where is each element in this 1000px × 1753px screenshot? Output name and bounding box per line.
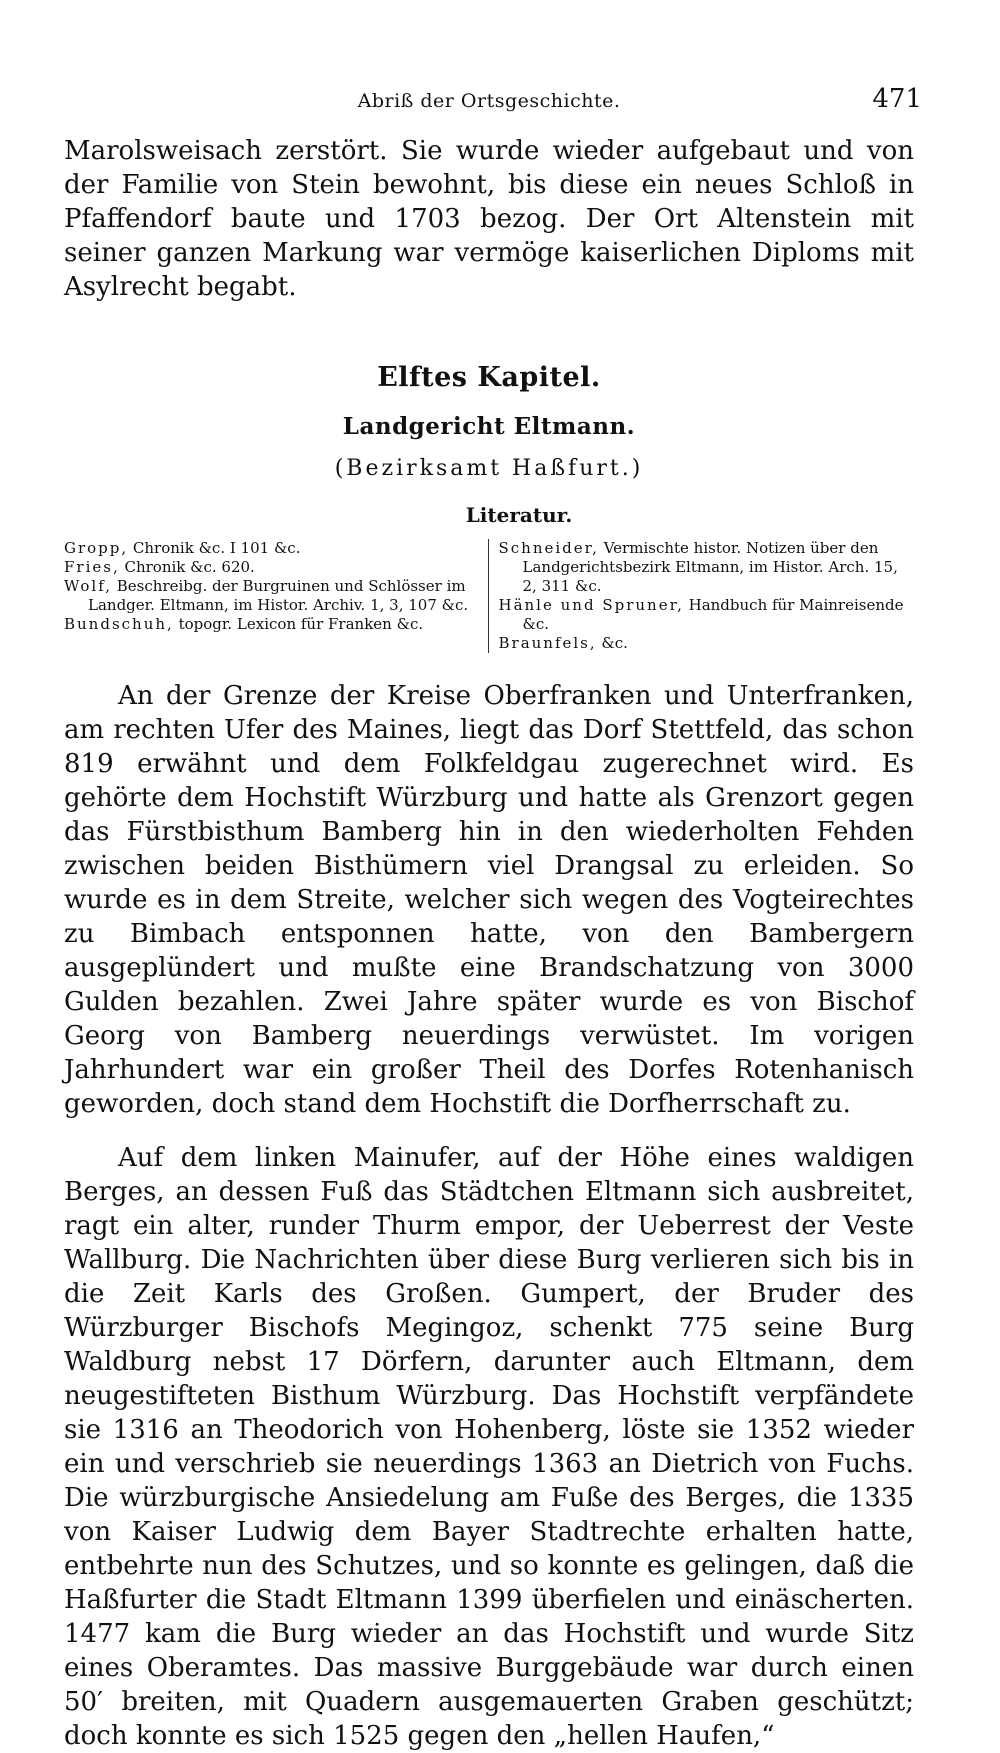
literature-entry — [499, 596, 915, 634]
running-head — [64, 84, 922, 128]
literature-column-right — [488, 539, 915, 653]
literature-author: Schneider, — [498, 539, 599, 557]
body-paragraph-wallburg: Auf dem linken Mainufer, auf der Höhe eines waldigen Berges, an dessen Fuß das Städtchen Eltmann sich ausbreitet, ragt ein alter, runder Thurm empor, der Ueberrest der Veste Wallburg. Die Nachrichten über diese Burg verlieren sich bis in die Zeit Karls des Großen. Gumpert, der Bruder des Würzburger Bischofs Megingoz, schenkt 775 seine Burg Waldburg nebst 17 Dörfern, darunter auch Eltmann, dem neugestifteten Bisthum Würzburg. Das Hochstift verpfändete sie 1316 an Theodorich von Hohenberg, löste sie 1352 wieder ein und verschrieb sie neuerdings 1363 an Dietrich von Fuchs. Die würzburgische Ansiedelung am Fuße des Berges, die 1335 von Kaiser Ludwig dem Bayer Stadtrechte erhalten hatte, entbehrte nun des Schutzes, und so konnte es gelingen, daß die Haßfurter die Stadt Eltmann 1399 überfielen und einäscherten. 1477 kam die Burg wieder an das Hochstift und wurde Sitz eines Oberamtes. Das massive Burggebäude war durch einen 50′ breiten, mit Quadern ausgemauerten Graben geschützt; doch konnte es sich 1525 gegen den „hellen Haufen,“ — [64, 1143, 914, 1751]
literature-entry — [64, 558, 480, 577]
literature-author: Wolf, — [64, 577, 113, 595]
literature-author: Braunfels, — [498, 634, 597, 652]
literature-entry — [499, 539, 915, 596]
literature-title: Handbuch für Mainreisende &c. — [522, 596, 904, 633]
literature-entry — [499, 634, 915, 653]
literature-title: Vermischte histor. Notizen über den Landgerichtsbezirk Eltmann, im Histor. Arch. 15, 2, 311 &c. — [522, 539, 898, 595]
literature-entry — [64, 615, 480, 634]
literature-column-left — [64, 539, 488, 653]
chapter-district: (Bezirksamt Haßfurt.) — [334, 456, 644, 481]
continuation-paragraph: Marolsweisach zerstört. Sie wurde wieder aufgebaut und von der Familie von Stein bewohnt, bis diese ein neues Schloß in Pfaffendorf baute und 1703 bezog. Der Ort Altenstein mit seiner ganzen Markung war vermöge kaiserlichen Diploms mit Asylrecht begabt. — [64, 136, 914, 302]
literature-title: Chronik &c. 620. — [119, 558, 255, 576]
literature-author: Hänle und Spruner, — [498, 596, 684, 614]
chapter-subtitle: Landgericht Eltmann. — [342, 413, 636, 440]
body-paragraph-stettfeld: An der Grenze der Kreise Oberfranken und Unterfranken, am rechten Ufer des Maines, liegt das Dorf Stettfeld, das schon 819 erwähnt und dem Folkfeldgau zugerechnet wird. Es gehörte dem Hochstift Würzburg und hatte als Grenzort gegen das Fürstbisthum Bamberg hin in den wiederholten Fehden zwischen beiden Bisthümern viel Drangsal zu erleiden. So wurde es in dem Streite, welcher sich wegen des Vogteirechtes zu Bimbach entsponnen hatte, von den Bambergern ausgeplündert und mußte eine Brandschatzung von 3000 Gulden bezahlen. Zwei Jahre später wurde es von Bischof Georg von Bamberg neuerdings verwüstet. Im vorigen Jahrhundert war ein großer Theil des Dorfes Rotenhanisch geworden, doch stand dem Hochstift die Dorfherrschaft zu. — [64, 681, 914, 1119]
literature-heading: Literatur. — [465, 503, 573, 527]
running-title: Abriß der Ortsgeschichte. — [357, 90, 621, 112]
literature-title: Chronik &c. I 101 &c. — [128, 539, 301, 557]
page-number: 471 — [872, 84, 922, 114]
literature-entry — [64, 539, 480, 558]
literature-title: topogr. Lexicon für Franken &c. — [173, 615, 424, 633]
literature-author: Gropp, — [64, 539, 129, 557]
literature-title: Beschreibg. der Burgruinen und Schlösser im Landger. Eltmann, im Histor. Archiv. 1, 3, 107 &c. — [88, 577, 469, 614]
literature-title: &c. — [596, 634, 628, 652]
literature-entry — [64, 577, 480, 615]
literature-list — [64, 539, 914, 653]
chapter-heading: Elftes Kapitel. — [377, 362, 601, 393]
literature-author: Fries, — [64, 558, 120, 576]
literature-author: Bundschuh, — [64, 615, 174, 633]
